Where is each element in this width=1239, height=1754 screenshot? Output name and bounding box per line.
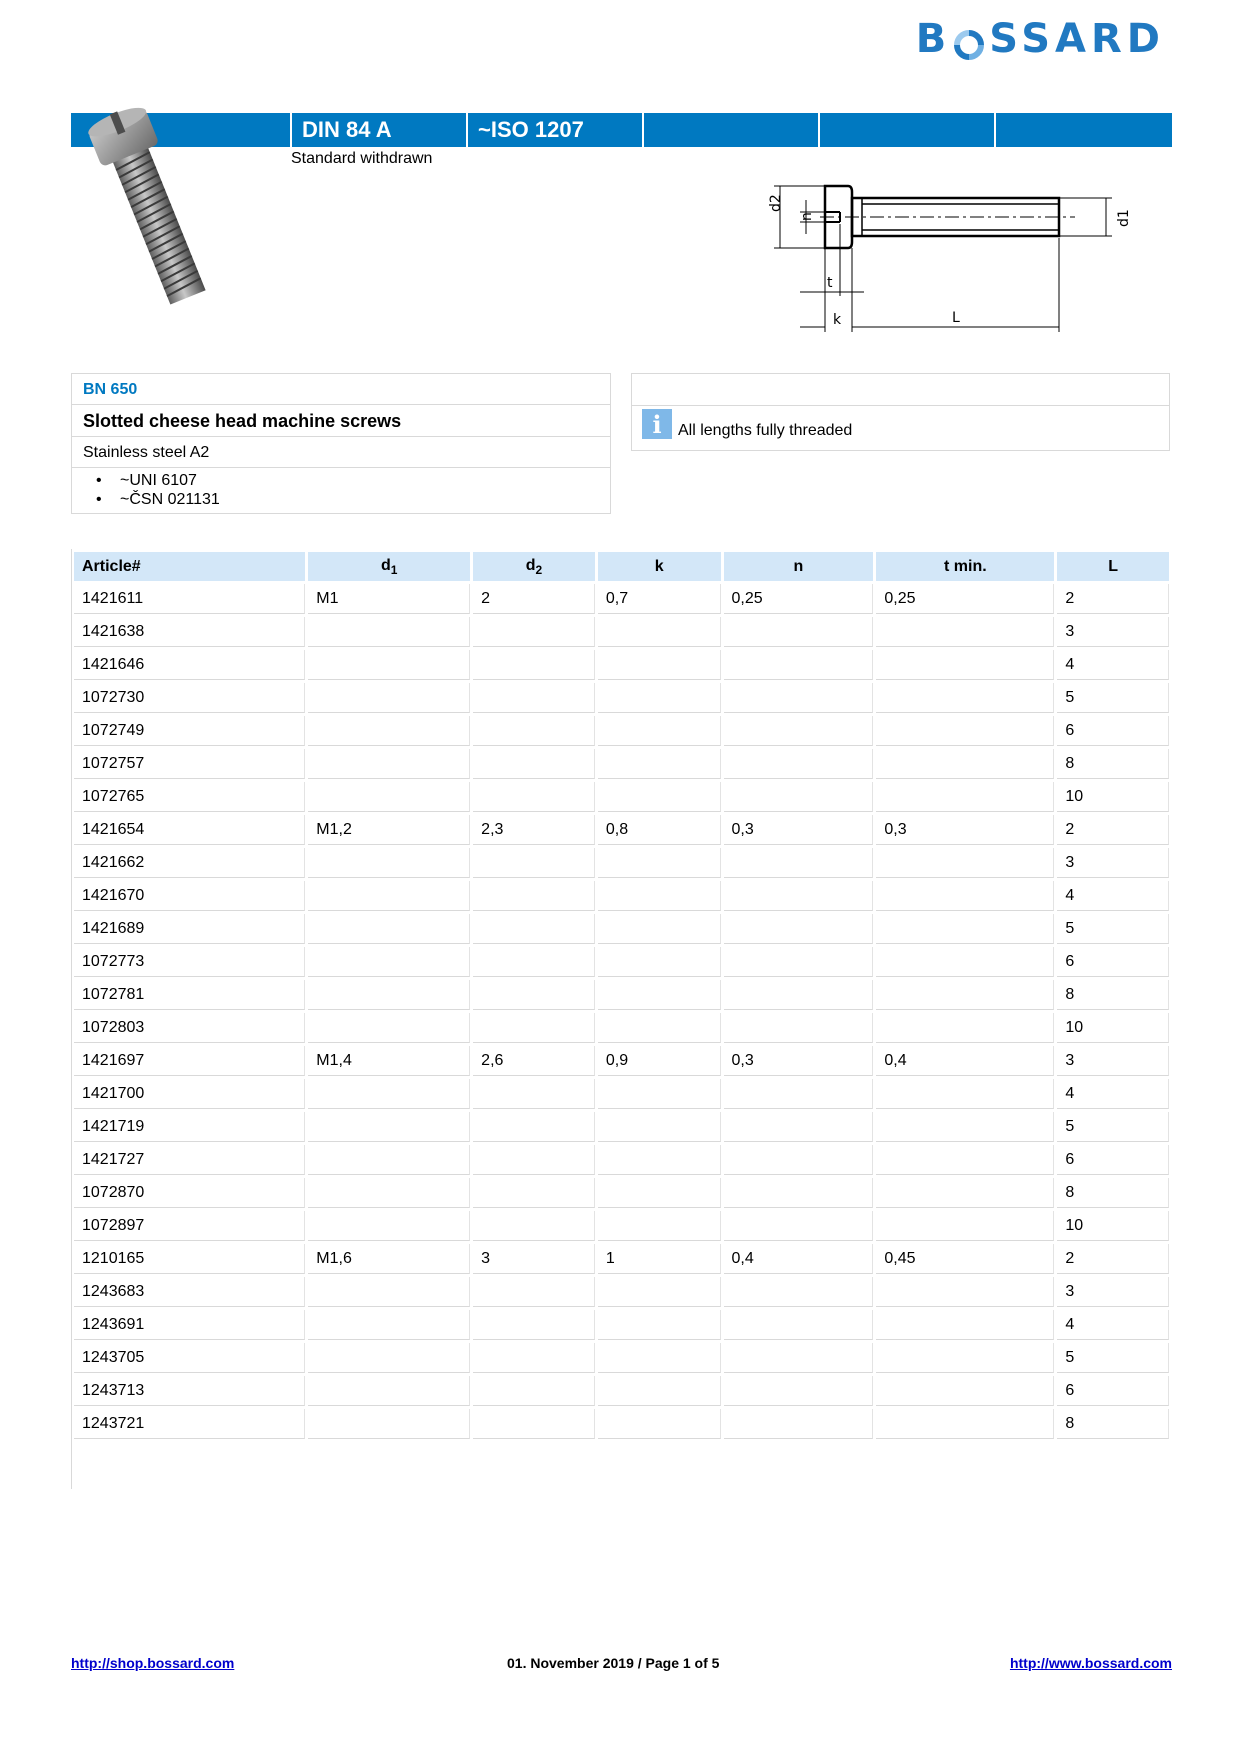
cell-article: 1072765	[74, 782, 305, 812]
cell-d2	[473, 617, 595, 647]
table-row	[74, 1178, 1169, 1208]
cell-L: 2	[1057, 584, 1169, 614]
header-empty-cell	[642, 113, 818, 147]
dim-label-k: k	[833, 312, 842, 328]
table-row	[74, 1079, 1169, 1109]
cell-d2	[473, 1013, 595, 1043]
cell-L: 3	[1057, 617, 1169, 647]
cell-t-min	[876, 1376, 1054, 1406]
product-material: Stainless steel A2	[72, 437, 610, 468]
cell-n: 0,4	[724, 1244, 874, 1274]
cell-article: 1421646	[74, 650, 305, 680]
table-row	[74, 716, 1169, 746]
cell-d1	[308, 914, 470, 944]
cell-d2	[473, 1211, 595, 1241]
cell-n	[724, 881, 874, 911]
cell-article: 1072730	[74, 683, 305, 713]
table-row	[74, 848, 1169, 878]
cell-t-min	[876, 1013, 1054, 1043]
cell-L: 3	[1057, 848, 1169, 878]
footer-page-info: 01. November 2019 / Page 1 of 5	[507, 1655, 720, 1671]
cell-article: 1210165	[74, 1244, 305, 1274]
cell-d1	[308, 1145, 470, 1175]
cell-d1	[308, 848, 470, 878]
cell-d1	[308, 1013, 470, 1043]
product-title: Slotted cheese head machine screws	[72, 405, 610, 437]
cell-k	[598, 683, 721, 713]
cell-article: 1072749	[74, 716, 305, 746]
cell-L: 8	[1057, 749, 1169, 779]
cell-L: 4	[1057, 1079, 1169, 1109]
cell-d2	[473, 947, 595, 977]
header-din-cell: DIN 84 A	[290, 113, 466, 147]
cell-d2	[473, 980, 595, 1010]
article-table-body	[74, 584, 1169, 1439]
cell-d1: M1,2	[308, 815, 470, 845]
dim-label-n: n	[799, 212, 815, 221]
cell-n	[724, 1211, 874, 1241]
cell-t-min	[876, 716, 1054, 746]
cell-n	[724, 848, 874, 878]
cell-L: 10	[1057, 782, 1169, 812]
cell-L: 5	[1057, 683, 1169, 713]
col-header-d2: $d_2$	[473, 552, 595, 581]
table-row	[74, 1211, 1169, 1241]
cell-t-min: 0,25	[876, 584, 1054, 614]
cell-article: 1421697	[74, 1046, 305, 1076]
footer-shop-link[interactable]: http://shop.bossard.com	[71, 1655, 235, 1671]
cell-L: 6	[1057, 1145, 1169, 1175]
logo-text-prefix: B	[915, 16, 952, 62]
cell-article: 1072897	[74, 1211, 305, 1241]
cell-d1	[308, 749, 470, 779]
cell-n	[724, 650, 874, 680]
cell-d1	[308, 617, 470, 647]
cell-d2	[473, 749, 595, 779]
cell-d1	[308, 782, 470, 812]
table-row	[74, 584, 1169, 614]
cell-k	[598, 914, 721, 944]
cell-n	[724, 1112, 874, 1142]
cell-n	[724, 683, 874, 713]
cell-k	[598, 1409, 721, 1439]
note-box	[631, 373, 1170, 451]
cell-L: 6	[1057, 716, 1169, 746]
cell-k	[598, 980, 721, 1010]
cell-d1	[308, 1343, 470, 1373]
cell-n	[724, 1310, 874, 1340]
table-row	[74, 1277, 1169, 1307]
cell-k	[598, 1178, 721, 1208]
cell-t-min	[876, 1079, 1054, 1109]
col-header-k: k	[598, 552, 721, 581]
cell-n	[724, 716, 874, 746]
list-item: • ~UNI 6107	[96, 472, 197, 489]
cell-d2	[473, 1310, 595, 1340]
cell-n	[724, 914, 874, 944]
cell-article: 1421638	[74, 617, 305, 647]
cell-t-min	[876, 1409, 1054, 1439]
cell-article: 1072773	[74, 947, 305, 977]
table-row	[74, 1310, 1169, 1340]
cell-d2	[473, 881, 595, 911]
table-row	[74, 881, 1169, 911]
cell-n	[724, 1145, 874, 1175]
bossard-logo	[916, 18, 1165, 60]
cell-n	[724, 1343, 874, 1373]
cell-t-min	[876, 1211, 1054, 1241]
cell-t-min	[876, 683, 1054, 713]
cell-d1	[308, 1310, 470, 1340]
cell-d1	[308, 716, 470, 746]
col-header-article: Article#	[74, 552, 305, 581]
cell-t-min	[876, 947, 1054, 977]
cell-d1: M1	[308, 584, 470, 614]
table-row	[74, 1013, 1169, 1043]
cell-article: 1243691	[74, 1310, 305, 1340]
cell-article: 1421700	[74, 1079, 305, 1109]
table-row	[74, 1112, 1169, 1142]
cell-d2	[473, 1343, 595, 1373]
cell-n	[724, 782, 874, 812]
cell-L: 4	[1057, 650, 1169, 680]
cell-t-min: 0,3	[876, 815, 1054, 845]
cell-n	[724, 1079, 874, 1109]
dim-label-L: L	[952, 310, 960, 326]
cell-d1	[308, 1079, 470, 1109]
cell-n: 0,25	[724, 584, 874, 614]
col-header-n: n	[724, 552, 874, 581]
cell-k	[598, 947, 721, 977]
cell-k	[598, 1277, 721, 1307]
cell-article: 1421670	[74, 881, 305, 911]
cell-t-min: 0,4	[876, 1046, 1054, 1076]
product-info-box	[71, 373, 611, 514]
cell-d2	[473, 1079, 595, 1109]
cell-article: 1421727	[74, 1145, 305, 1175]
cell-k	[598, 617, 721, 647]
cell-t-min	[876, 848, 1054, 878]
cell-article: 1072870	[74, 1178, 305, 1208]
cell-k	[598, 1376, 721, 1406]
cell-d1	[308, 1376, 470, 1406]
table-row	[74, 980, 1169, 1010]
cell-d1	[308, 683, 470, 713]
cell-L: 8	[1057, 1409, 1169, 1439]
cell-article: 1243705	[74, 1343, 305, 1373]
table-header-row	[74, 552, 1169, 581]
cell-k	[598, 1343, 721, 1373]
cell-k	[598, 1112, 721, 1142]
header-iso-cell: ~ISO 1207	[466, 113, 642, 147]
footer-www-link-wrap	[1010, 1655, 1172, 1671]
cell-article: 1421662	[74, 848, 305, 878]
cell-t-min	[876, 782, 1054, 812]
cell-t-min	[876, 914, 1054, 944]
cell-d1	[308, 947, 470, 977]
cell-n	[724, 1178, 874, 1208]
cell-t-min: 0,45	[876, 1244, 1054, 1274]
col-header-L: L	[1057, 552, 1169, 581]
table-row	[74, 947, 1169, 977]
cell-d1	[308, 650, 470, 680]
logo-ring-icon	[954, 24, 984, 54]
cell-k: 0,8	[598, 815, 721, 845]
cell-k	[598, 881, 721, 911]
cell-article: 1421689	[74, 914, 305, 944]
cell-L: 4	[1057, 1310, 1169, 1340]
cell-k	[598, 848, 721, 878]
note-text: All lengths fully threaded	[678, 422, 853, 439]
cell-t-min	[876, 1178, 1054, 1208]
dim-label-d2: d2	[768, 194, 784, 212]
cell-t-min	[876, 1343, 1054, 1373]
table-row	[74, 650, 1169, 680]
table-row	[74, 1409, 1169, 1439]
cell-k: 0,9	[598, 1046, 721, 1076]
cell-k	[598, 1079, 721, 1109]
cell-d2	[473, 716, 595, 746]
cell-d2: 3	[473, 1244, 595, 1274]
table-row	[74, 683, 1169, 713]
dim-label-d1: d1	[1116, 209, 1132, 227]
cell-L: 4	[1057, 881, 1169, 911]
table-row	[74, 1343, 1169, 1373]
cell-n	[724, 980, 874, 1010]
article-table-container	[71, 549, 1172, 1442]
cell-d1: M1,6	[308, 1244, 470, 1274]
cell-d2	[473, 1409, 595, 1439]
cell-d2: 2,3	[473, 815, 595, 845]
cell-L: 5	[1057, 914, 1169, 944]
table-row	[74, 617, 1169, 647]
cell-L: 2	[1057, 1244, 1169, 1274]
header-empty-cell	[994, 113, 1172, 147]
cell-d2	[473, 683, 595, 713]
cell-n: 0,3	[724, 815, 874, 845]
cell-k	[598, 650, 721, 680]
logo-text-suffix: SSARD	[989, 16, 1165, 62]
cell-d1	[308, 1112, 470, 1142]
cell-t-min	[876, 1145, 1054, 1175]
cell-d2	[473, 848, 595, 878]
table-row	[74, 1376, 1169, 1406]
list-item: • ~ČSN 021131	[96, 491, 220, 508]
col-header-d1: $d_1$	[308, 552, 470, 581]
cell-d2	[473, 914, 595, 944]
cell-L: 8	[1057, 1178, 1169, 1208]
technical-drawing	[740, 172, 1140, 350]
equivalent-standards-list	[72, 468, 610, 513]
footer-shop-link-wrap	[71, 1655, 234, 1671]
cell-article: 1072803	[74, 1013, 305, 1043]
cell-k	[598, 1211, 721, 1241]
cell-article: 1421719	[74, 1112, 305, 1142]
cell-d1	[308, 1211, 470, 1241]
article-table	[71, 549, 1172, 1442]
cell-article: 1421611	[74, 584, 305, 614]
cell-article: 1243721	[74, 1409, 305, 1439]
cell-d1	[308, 980, 470, 1010]
table-row	[74, 815, 1169, 845]
cell-k: 1	[598, 1244, 721, 1274]
cell-L: 5	[1057, 1343, 1169, 1373]
cell-n	[724, 947, 874, 977]
cell-d2	[473, 1112, 595, 1142]
cell-t-min	[876, 1112, 1054, 1142]
cell-n: 0,3	[724, 1046, 874, 1076]
cell-d2	[473, 1376, 595, 1406]
cell-k	[598, 1013, 721, 1043]
cell-k	[598, 749, 721, 779]
cell-t-min	[876, 1277, 1054, 1307]
cell-n	[724, 617, 874, 647]
cell-d2: 2,6	[473, 1046, 595, 1076]
cell-t-min	[876, 749, 1054, 779]
cell-n	[724, 1409, 874, 1439]
table-row	[74, 1145, 1169, 1175]
cell-L: 6	[1057, 1376, 1169, 1406]
cell-d1: M1,4	[308, 1046, 470, 1076]
cell-t-min	[876, 980, 1054, 1010]
cell-n	[724, 1376, 874, 1406]
cell-L: 3	[1057, 1277, 1169, 1307]
table-row	[74, 914, 1169, 944]
cell-article: 1421654	[74, 815, 305, 845]
cell-t-min	[876, 617, 1054, 647]
cell-d1	[308, 1178, 470, 1208]
cell-L: 10	[1057, 1013, 1169, 1043]
cell-d1	[308, 881, 470, 911]
cell-article: 1243713	[74, 1376, 305, 1406]
header-empty-cell	[818, 113, 994, 147]
cell-d2	[473, 782, 595, 812]
dim-label-t: t	[827, 275, 833, 291]
cell-k	[598, 1145, 721, 1175]
cell-d2	[473, 1277, 595, 1307]
cell-t-min	[876, 650, 1054, 680]
cell-d1	[308, 1409, 470, 1439]
cell-n	[724, 749, 874, 779]
cell-n	[724, 1013, 874, 1043]
cell-L: 3	[1057, 1046, 1169, 1076]
cell-t-min	[876, 881, 1054, 911]
cell-article: 1072757	[74, 749, 305, 779]
cell-article: 1243683	[74, 1277, 305, 1307]
cell-L: 5	[1057, 1112, 1169, 1142]
standard-status: Standard withdrawn	[291, 150, 433, 167]
table-row	[74, 1244, 1169, 1274]
cell-L: 2	[1057, 815, 1169, 845]
cell-n	[724, 1277, 874, 1307]
cell-L: 10	[1057, 1211, 1169, 1241]
cell-L: 6	[1057, 947, 1169, 977]
cell-d2	[473, 650, 595, 680]
cell-t-min	[876, 1310, 1054, 1340]
table-row	[74, 1046, 1169, 1076]
cell-k	[598, 1310, 721, 1340]
table-row	[74, 749, 1169, 779]
cell-article: 1072781	[74, 980, 305, 1010]
cell-k: 0,7	[598, 584, 721, 614]
cell-d1	[308, 1277, 470, 1307]
cell-d2	[473, 1145, 595, 1175]
cell-k	[598, 782, 721, 812]
product-photo	[80, 100, 230, 310]
cell-k	[598, 716, 721, 746]
cell-L: 8	[1057, 980, 1169, 1010]
footer-www-link[interactable]: http://www.bossard.com	[1009, 1655, 1172, 1671]
cell-d2	[473, 1178, 595, 1208]
bn-number: BN 650	[72, 374, 610, 405]
table-row	[74, 782, 1169, 812]
cell-d2: 2	[473, 584, 595, 614]
col-header-t-min: t min.	[876, 552, 1054, 581]
info-icon: i	[642, 409, 672, 439]
standard-header-bar	[71, 113, 1172, 147]
